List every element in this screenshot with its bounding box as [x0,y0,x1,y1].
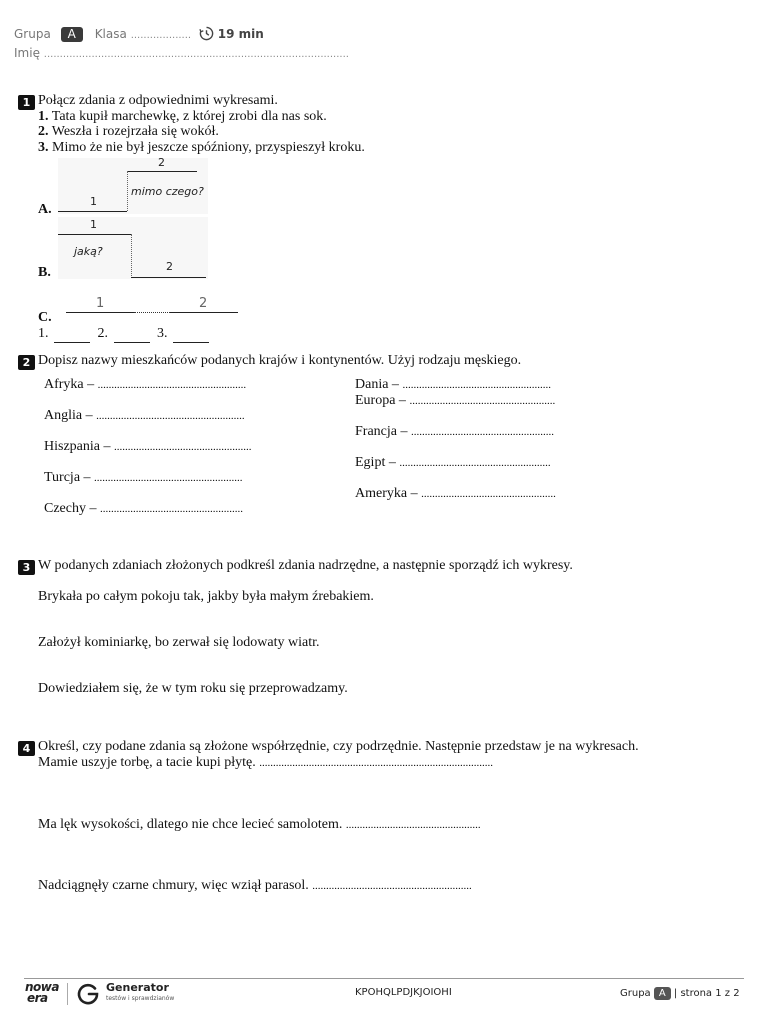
task1-sentence-1: 1. Tata kupił marchewkę, z której zrobi dla nas sok. [38,109,327,124]
task3-sentence-3: Dowiedziałem się, że w tym roku się przeprowadzamy. [38,681,348,696]
country-hiszpania[interactable]: Hiszpania – .................................................. [44,439,252,454]
task4-instruction: Określ, czy podane zdania są złożone współrzędnie, czy podrzędnie. Następnie przedstaw je na wykresach. [38,739,639,754]
task1-instruction: Połącz zdania z odpowiednimi wykresami. [38,93,278,108]
task1-sentence-2: 2. Weszła i rozejrzała się wokół. [38,124,219,139]
country-turcja[interactable]: Turcja – ...................................................... [44,470,243,485]
task4-number: 4 [18,739,35,757]
task3-sentence-1: Brykała po całym pokoju tak, jakby była małym źrebakiem. [38,589,374,604]
answer-2-label: 2. [97,326,108,341]
country-anglia[interactable]: Anglia – ...................................................... [44,408,245,423]
footer-group-badge: A [654,987,671,1000]
country-francja[interactable]: Francja – .................................................... [355,424,554,439]
country-europa[interactable]: Europa – ..................................................... [355,393,556,408]
footer-divider [24,978,744,979]
task4-sentence-2[interactable]: Ma lęk wysokości, dlatego nie chce lecieć samolotem. ................................................. [38,817,481,832]
name-label: Imię [14,46,40,60]
nowa-era-logo: nowa era [25,980,59,1005]
task3-number: 3 [18,558,35,576]
answer-1-blank[interactable] [54,326,90,343]
diagram-c-n2: 2 [199,296,208,311]
diagram-b-n2: 2 [166,260,173,273]
generator-g-icon [76,982,100,1011]
task4-sentence-3[interactable]: Nadciągnęły czarne chmury, więc wziął parasol. .......................................................... [38,878,472,893]
footer-page-info [620,987,740,1000]
country-afryka[interactable]: Afryka – ...................................................... [44,377,247,392]
document-code: KPOHQLPDJKJOIOHI [355,987,452,998]
clock-icon [199,26,214,44]
task3-instruction: W podanych zdaniach złożonych podkreśl zdania nadrzędne, a następnie sporządź ich wykresy. [38,558,573,573]
class-dots: ................... [130,30,192,41]
diagram-a-question: mimo czego? [131,185,204,198]
country-egipt[interactable]: Egipt – ....................................................... [355,455,551,470]
diagram-b-n1: 1 [90,218,97,231]
diagram-a-n2: 2 [158,156,165,169]
time-limit: 19 min [217,27,264,41]
answer-1-label: 1. [38,326,49,341]
group-badge: A [61,27,83,42]
diagram-c-label: C. [38,310,52,325]
answer-2-blank[interactable] [114,326,150,343]
diagram-b-question: jaką? [74,245,103,258]
answer-3-label: 3. [157,326,168,341]
generator-logo: Generator testów i sprawdzianów [76,982,174,1011]
task2-instruction: Dopisz nazwy mieszkańców podanych krajów i kontynentów. Użyj rodzaju męskiego. [38,353,522,368]
diagram-c-n1: 1 [96,296,105,311]
name-dots: ................................................................................................ [43,49,349,60]
task1-answers [38,326,209,343]
diagram-b-label: B. [38,265,51,280]
task4-sentence-1[interactable]: Mamie uszyje torbę, a tacie kupi płytę. ..................................................................................... [38,755,493,770]
country-czechy[interactable]: Czechy – .................................................... [44,501,243,516]
header-group-row [14,26,264,44]
task3-sentence-2: Założył kominiarkę, bo zerwał się lodowaty wiatr. [38,635,320,650]
logo-separator [67,983,68,1005]
diagram-a-label: A. [38,202,52,217]
answer-3-blank[interactable] [173,326,209,343]
footer-page-number: | strona 1 z 2 [673,988,740,999]
group-label: Grupa [14,27,51,41]
country-dania[interactable]: Dania – ...................................................... [355,377,551,392]
footer-group-label: Grupa [620,988,651,999]
header-name-row [14,46,349,60]
diagram-a-n1: 1 [90,195,97,208]
task1-sentence-3: 3. Mimo że nie był jeszcze spóźniony, przyspieszył kroku. [38,140,365,155]
task1-number: 1 [18,93,35,111]
task2-number: 2 [18,353,35,371]
country-ameryka[interactable]: Ameryka – ................................................. [355,486,556,501]
class-label: Klasa [94,27,127,41]
